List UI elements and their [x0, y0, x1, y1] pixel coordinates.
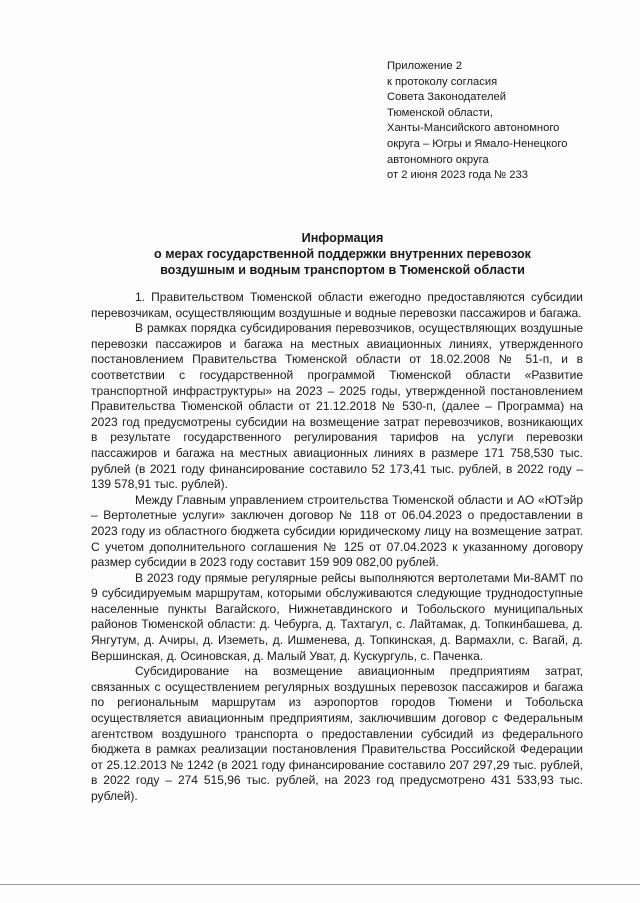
annex-line: к протоколу согласия	[387, 75, 498, 88]
document-body	[91, 290, 583, 805]
annex-line: автономного округа	[387, 153, 489, 166]
annex-header	[387, 59, 627, 184]
body-paragraph: В рамках порядка субсидирования перевозчиков, осуществляющих воздушные перевозки пассажиров и багажа на местных авиационных линиях, утвержденного постановлением Правительства Тюменской области от 18.02.2008 № 51-п, и в соответствии с государственной программой Тюменской области «Развитие транспортной инфраструктуры» на 2023 – 2025 годы, утвержденной постановлением Правительства Тюменской области от 21.12.2018 № 530-п, (далее – Программа) на 2023 год предусмотрены субсидии на возмещение затрат перевозчиков, возникающих в результате государственного регулирования тарифов на услуги перевозки пассажиров и багажа на местных авиационных линиях в размере 171 758,530 тыс. рублей (в 2021 году финансирование составило 52 173,41 тыс. рублей, в 2022 году – 139 578,91 тыс. рублей).	[91, 321, 583, 492]
annex-line: округа – Югры и Ямало-Ненецкого	[387, 137, 568, 150]
body-paragraph: 1. Правительством Тюменской области ежегодно предоставляются субсидии перевозчикам, осуществляющим воздушные и водные перевозки пассажиров и багажа.	[91, 290, 583, 320]
title-line: воздушным и водным транспортом в Тюменской области	[160, 263, 525, 277]
title-line: о мерах государственной поддержки внутренних перевозок	[154, 247, 531, 261]
document-title	[90, 230, 595, 278]
annex-line: Тюменской области,	[387, 106, 493, 119]
body-paragraph: В 2023 году прямые регулярные рейсы выполняются вертолетами Ми-8АМТ по 9 субсидируемым маршрутам, которыми обслуживаются следующие труднодоступные населенные пункты Вагайского, Нижнетавдинского и Тобольского муниципальных районов Тюменской области: д. Чебурга, д. Тахтагул, с. Лайтамак, д. Топкинбашева, д. Янгутум, д. Ачиры, д. Иземеть, д. Ишменева, д. Топкинская, д. Вармахли, с. Вагай, д. Вершинская, д. Осиновская, д. Малый Уват, д. Кускургуль, с. Паченка.	[91, 570, 583, 663]
body-paragraph: Субсидирование на возмещение авиационным предприятиям затрат, связанных с осуществлением регулярных воздушных перевозок пассажиров и багажа по региональным маршрутам из аэропортов городов Тюмени и Тобольска осуществляется авиационным предприятиям, заключившим договор с Федеральным агентством воздушного транспорта о предоставлении субсидий из федерального бюджета в рамках реализации постановления Правительства Российской Федерации от 25.12.2013 № 1242 (в 2021 году финансирование составило 207 297,29 тыс. рублей, в 2022 году – 274 515,96 тыс. рублей, на 2023 год предусмотрено 431 533,93 тыс. рублей).	[91, 664, 583, 803]
annex-line: Ханты-Мансийского автономного	[387, 122, 560, 135]
body-paragraph: Между Главным управлением строительства Тюменской области и АО «ЮТэйр – Вертолетные услуги» заключен договор № 118 от 06.04.2023 о предоставлении в 2023 году из областного бюджета субсидии юридическому лицу на возмещение затрат. С учетом дополнительного соглашения № 125 от 07.04.2023 к указанному договору размер субсидии в 2023 году составит 159 909 082,00 рублей.	[91, 492, 583, 570]
annex-line: от 2 июня 2023 года № 233	[387, 169, 528, 182]
page-bottom-divider	[0, 884, 640, 885]
annex-line: Приложение 2	[387, 60, 462, 72]
title-line: Информация	[301, 231, 384, 245]
annex-line: Совета Законодателей	[387, 91, 507, 104]
